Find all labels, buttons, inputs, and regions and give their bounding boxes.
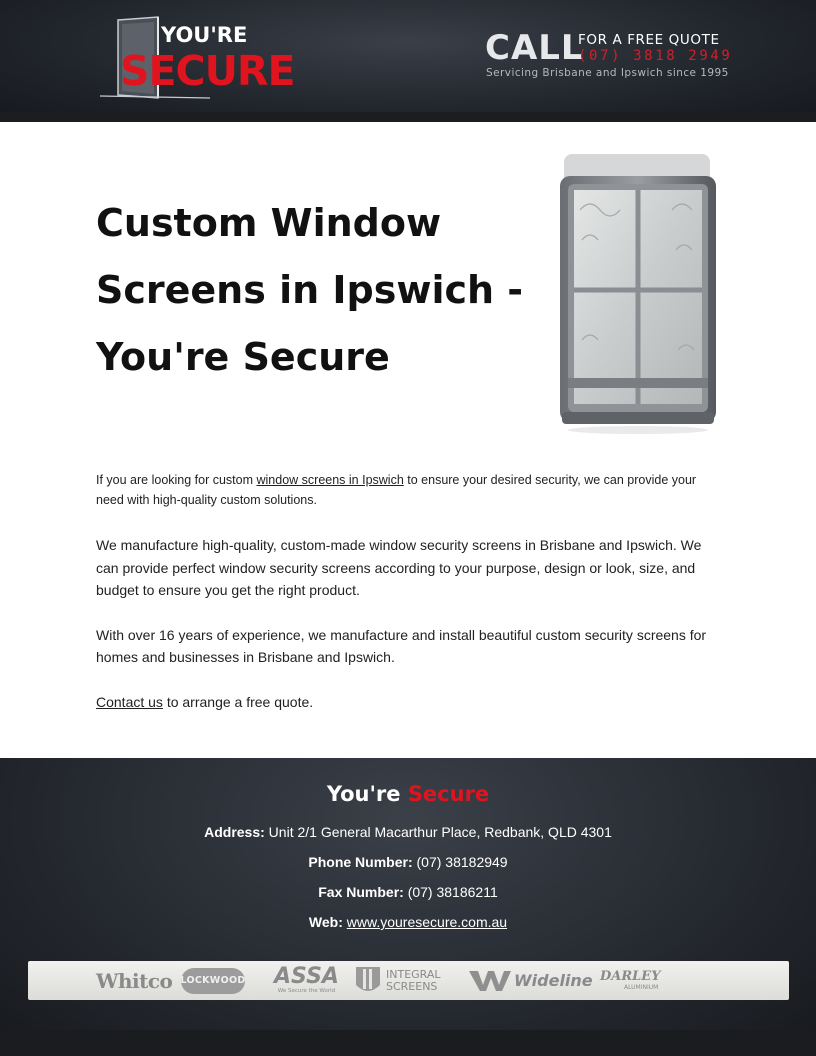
header-divider: [0, 112, 816, 122]
footer-address: Address: Unit 2/1 General Macarthur Place, Redbank, QLD 4301: [204, 824, 612, 840]
lockwood-logo: LOCKWOOD: [181, 961, 245, 1000]
website-link[interactable]: www.youresecure.com.au: [346, 914, 508, 930]
main-content: [96, 470, 722, 735]
wideline-logo: Wideline: [469, 961, 593, 1000]
footer-fax: Fax Number: (07) 38186211: [318, 884, 498, 900]
title-line-2: Screens in Ipswich -: [96, 268, 524, 312]
contact-paragraph: Contact us to arrange a free quote.: [96, 693, 314, 710]
footer-bottom-strip: [0, 1030, 816, 1056]
wideline-w-icon: [469, 969, 511, 993]
svg-text:SECURE: SECURE: [120, 47, 295, 95]
header-phone[interactable]: (07) 3818 2949: [578, 48, 733, 64]
free-quote-label: FOR A FREE QUOTE: [578, 32, 720, 48]
footer-title: You're Secure: [326, 782, 490, 806]
whitco-logo: Whitco: [96, 968, 173, 993]
intro-paragraph: If you are looking for custom window screens in Ipswich to ensure your desired security, we can provide your need with high-quality custom solutions.: [96, 473, 697, 507]
assa-logo: ASSA We Secure the World: [274, 964, 339, 994]
window-screen-product-image: [552, 150, 722, 435]
brand-logos-bar: [28, 961, 789, 1000]
experience-paragraph: With over 16 years of experience, we manufacture and install beautiful custom security screens for homes and businesses in Brisbane and Ipswich.: [96, 626, 707, 665]
integral-screens-logo: INTEGRAL SCREENS: [354, 961, 441, 1000]
call-label: CALL: [485, 28, 584, 68]
window-screens-ipswich-link[interactable]: window screens in Ipswich: [256, 473, 404, 487]
footer-web: Web: www.youresecure.com.au: [308, 914, 508, 930]
manufacture-paragraph: We manufacture high-quality, custom-made window security screens in Brisbane and Ipswich. We can provide perfect window security screens according to your purpose, design or look, size, and budget to ensure you get the right product.: [96, 537, 702, 598]
title-line-3: You're Secure: [96, 335, 390, 379]
title-line-1: Custom Window: [96, 201, 442, 245]
darley-logo: DARLEY ALUMINIUM: [600, 969, 661, 991]
svg-text:YOU'RE: YOU'RE: [161, 23, 248, 47]
youre-secure-logo[interactable]: [100, 16, 305, 100]
servicing-tagline: Servicing Brisbane and Ipswich since 1995: [486, 67, 729, 79]
page-title: [96, 190, 526, 391]
contact-us-link[interactable]: Contact us: [96, 693, 163, 710]
integral-shield-icon: [354, 965, 382, 997]
footer-phone: Phone Number: (07) 38182949: [308, 854, 508, 870]
